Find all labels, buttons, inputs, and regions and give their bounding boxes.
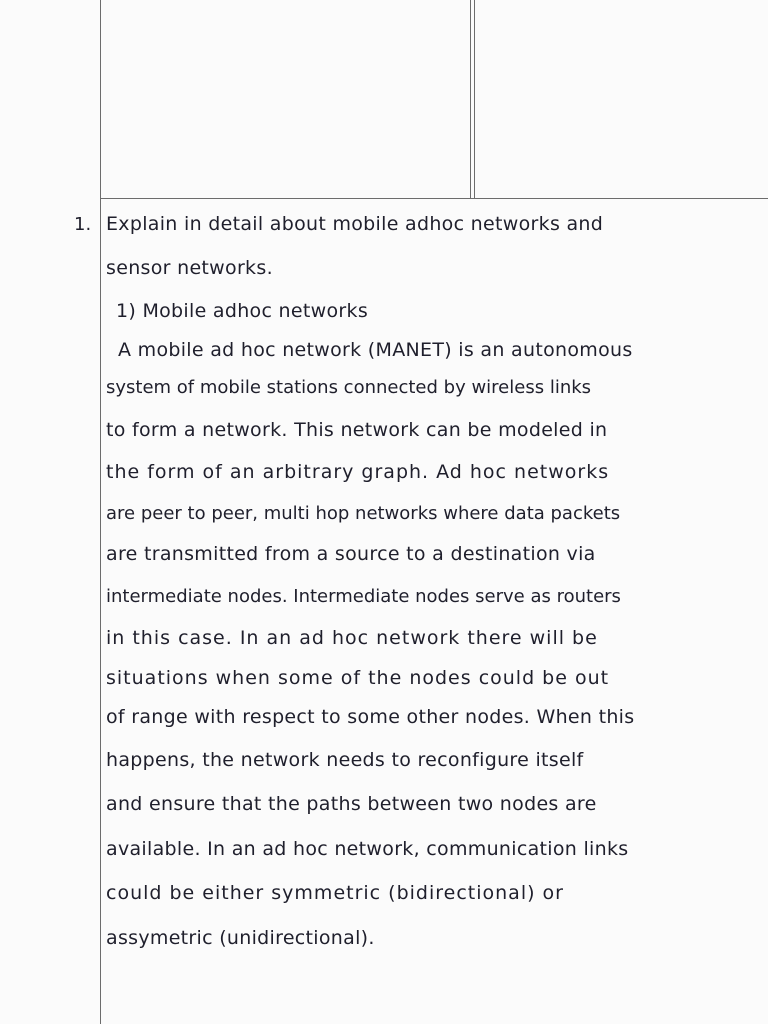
answer-line: and ensure that the paths between two nodes are (106, 793, 597, 815)
answer-line: in this case. In an ad hoc network there will be (106, 627, 598, 649)
answer-line: to form a network. This network can be modeled in (106, 419, 608, 441)
top-box-left (101, 0, 470, 198)
answer-line: could be either symmetric (bidirectional) or (106, 882, 564, 904)
question-number: 1. (74, 214, 92, 235)
box-bottom-line (100, 198, 768, 199)
answer-line: happens, the network needs to reconfigure itself (106, 749, 584, 771)
answer-line: intermediate nodes. Intermediate nodes serve as routers (106, 586, 621, 607)
answer-line: A mobile ad hoc network (MANET) is an autonomous (118, 339, 633, 361)
answer-line: of range with respect to some other nodes. When this (106, 706, 635, 728)
top-box-right (475, 0, 768, 198)
box-divider-line-secondary (474, 0, 475, 198)
question-line: Explain in detail about mobile adhoc networks and (106, 213, 604, 235)
box-divider-line (470, 0, 471, 198)
answer-line: are transmitted from a source to a destination via (106, 543, 596, 565)
answer-line: available. In an ad hoc network, communication links (106, 838, 629, 860)
answer-line: system of mobile stations connected by wireless links (106, 377, 592, 398)
question-line: sensor networks. (106, 257, 273, 279)
margin-line (100, 0, 101, 1024)
answer-line: are peer to peer, multi hop networks where data packets (106, 503, 621, 524)
answer-line: assymetric (unidirectional). (106, 927, 375, 949)
answer-heading: 1) Mobile adhoc networks (116, 300, 369, 322)
answer-line: the form of an arbitrary graph. Ad hoc networks (106, 461, 610, 483)
answer-line: situations when some of the nodes could be out (106, 667, 610, 689)
